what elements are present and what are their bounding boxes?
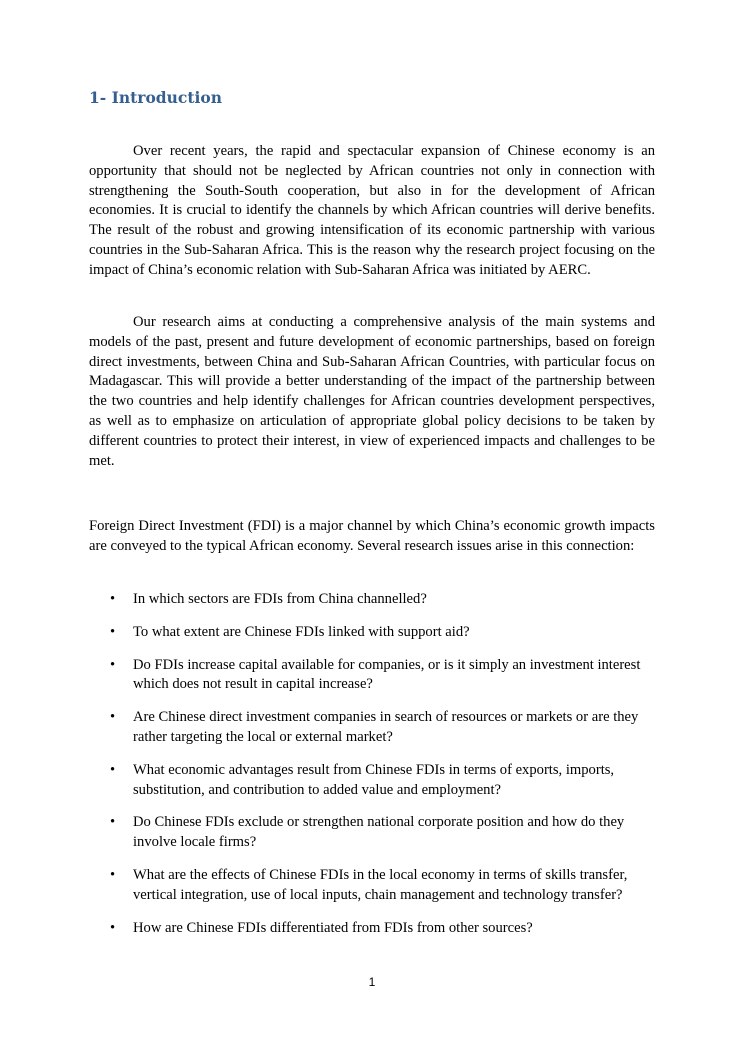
bullet-icon: •: [110, 709, 116, 726]
bullet-icon: •: [110, 919, 116, 936]
section-heading: 1- Introduction: [89, 88, 222, 107]
list-item: [89, 813, 655, 853]
list-item: [89, 590, 655, 610]
question-text: Do Chinese FDIs exclude or strengthen national corporate position and how do they involve locale firms?: [133, 814, 625, 851]
bullet-icon: •: [110, 656, 116, 673]
fdi-paragraph: Foreign Direct Investment (FDI) is a major channel by which China’s economic growth impacts are conveyed to the typical African economy. Several research issues arise in this connection:: [89, 518, 655, 554]
question-text: In which sectors are FDIs from China channelled?: [133, 591, 427, 607]
list-item: [89, 866, 655, 906]
bullet-icon: •: [110, 866, 116, 883]
question-text: Are Chinese direct investment companies in search of resources or markets or are they rather targeting the local or external market?: [133, 709, 639, 745]
question-text: How are Chinese FDIs differentiated from FDIs from other sources?: [133, 919, 533, 936]
question-text: What are the effects of Chinese FDIs in the local economy in terms of skills transfer, vertical integration, use of local inputs, chain management and technology transfer?: [133, 866, 628, 903]
list-item: [89, 761, 655, 801]
intro-paragraph-1: Over recent years, the rapid and spectacular expansion of Chinese economy is an opportunity that should not be neglected by African countries not only in connection with strengthening the South-South cooperation, but also in for the development of African economies. It is crucial to identify the channels by which African countries will derive benefits. The result of the robust and growing intensification of its economic partnership with various countries in the Sub-Saharan Africa. This is the reason why the research project focusing on the impact of China’s economic relation with Sub-Saharan Africa was initiated by AERC.: [89, 143, 655, 278]
research-questions-list: [89, 590, 655, 938]
list-item: [89, 656, 655, 696]
intro-paragraph-2: Our research aims at conducting a comprehensive analysis of the main systems and models of the past, present and future development of economic partnerships, based on foreign direct investments, between China and Sub-Saharan African Countries, with particular focus on Madagascar. This will provide a better understanding of the impact of the partnership between the two countries and help identify challenges for African countries development perspectives, as well as to emphasize on articulation of appropriate global policy decisions to be taken by different countries to protect their interest, in view of experienced impacts and challenges to be met.: [89, 314, 655, 469]
bullet-icon: •: [110, 623, 116, 640]
bullet-icon: •: [110, 814, 116, 831]
list-item: [89, 623, 655, 643]
list-item: [89, 919, 655, 939]
bullet-icon: •: [110, 591, 116, 607]
page-number: 1: [368, 975, 376, 989]
list-item: [89, 708, 655, 748]
question-text: What economic advantages result from Chinese FDIs in terms of exports, imports, substitution, and contribution to added value and employment?: [133, 761, 615, 798]
question-text: To what extent are Chinese FDIs linked with support aid?: [133, 623, 470, 640]
question-text: Do FDIs increase capital available for companies, or is it simply an investment interest which does not result in capital increase?: [133, 656, 641, 693]
bullet-icon: •: [110, 761, 116, 778]
